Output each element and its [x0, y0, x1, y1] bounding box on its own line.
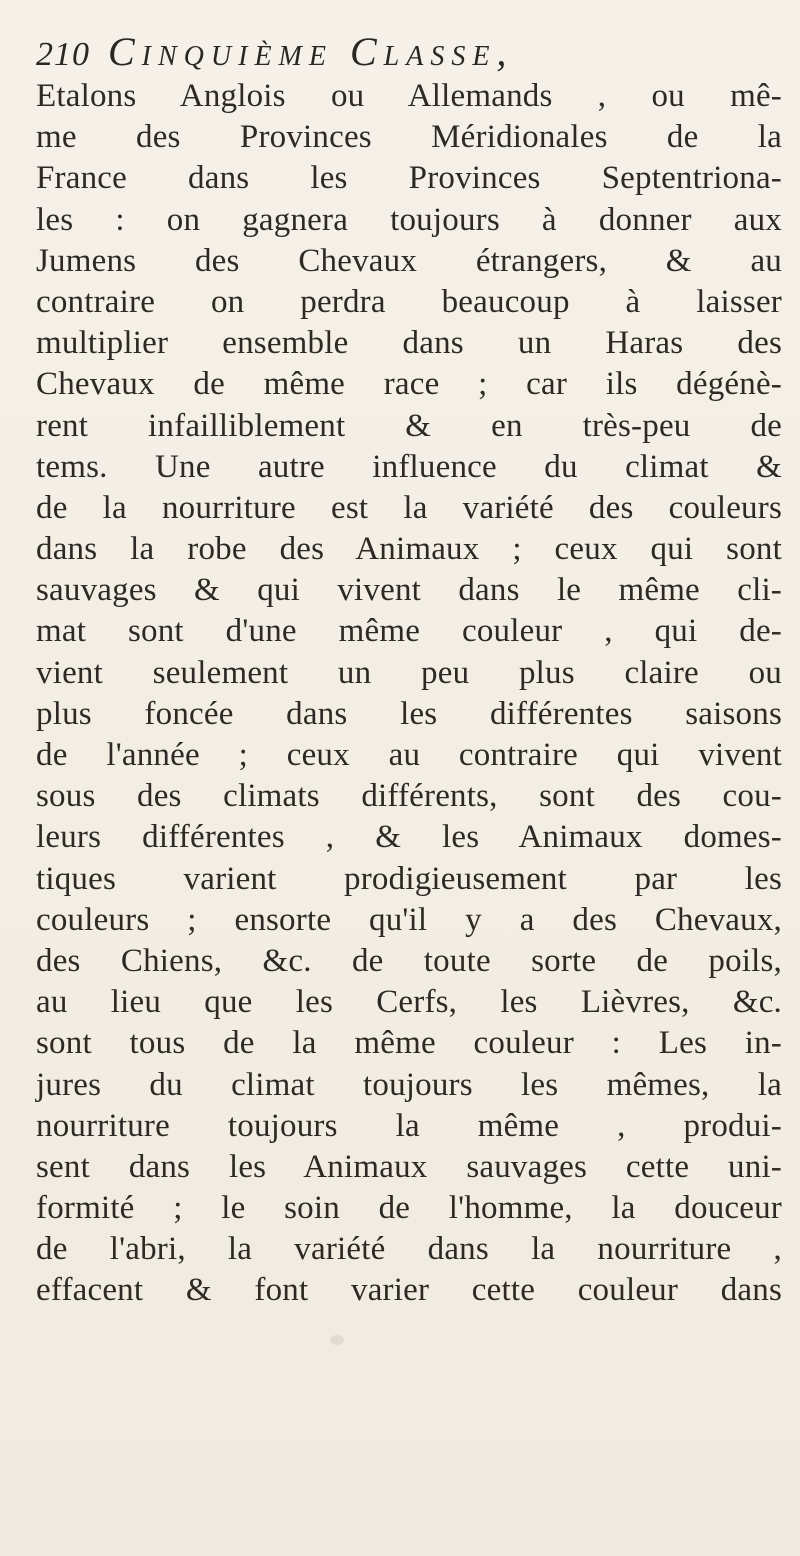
chapter-title: Cinquième Classe,	[108, 29, 514, 74]
text-line: Jumens des Chevaux étrangers, & au	[36, 242, 782, 279]
text-line: leurs différentes , & les Animaux domes-	[36, 819, 782, 856]
text-line: de l'année ; ceux au contraire qui vivent	[36, 737, 782, 773]
text-line: couleurs ; ensorte qu'il y a des Chevaux,	[36, 901, 782, 938]
text-line: au lieu que les Cerfs, les Lièvres, &c.	[36, 984, 782, 1021]
text-line: vient seulement un peu plus claire ou	[36, 654, 782, 691]
text-line: Etalons Anglois ou Allemands , ou mê-	[36, 78, 782, 114]
text-line: de la nourriture est la variété des couleurs	[36, 489, 782, 526]
text-line: sent dans les Animaux sauvages cette uni-	[36, 1148, 782, 1185]
text-line: des Chiens, &c. de toute sorte de poils,	[36, 942, 782, 979]
text-line: de l'abri, la variété dans la nourriture ,	[36, 1231, 782, 1268]
text-line: me des Provinces Méridionales de la	[36, 119, 782, 156]
text-line: les : on gagnera toujours à donner aux	[36, 201, 782, 238]
text-line: Chevaux de même race ; car ils dégénè-	[36, 366, 782, 403]
text-line: nourriture toujours la même , produi-	[36, 1107, 782, 1144]
text-line: jures du climat toujours les mêmes, la	[36, 1066, 782, 1103]
text-line: formité ; le soin de l'homme, la douceur	[36, 1190, 782, 1227]
text-line: sauvages & qui vivent dans le même cli-	[36, 572, 782, 609]
text-line: effacent & font varier cette couleur dans	[36, 1272, 782, 1309]
body-text	[36, 76, 782, 1312]
text-line: plus foncée dans les différentes saisons	[36, 695, 782, 732]
text-line: France dans les Provinces Septentriona-	[36, 160, 782, 197]
text-line: sont tous de la même couleur : Les in-	[36, 1025, 782, 1062]
text-line: tiques varient prodigieusement par les	[36, 860, 782, 897]
text-line: rent infailliblement & en très-peu de	[36, 407, 782, 444]
text-line: multiplier ensemble dans un Haras des	[36, 325, 782, 362]
text-line: sous des climats différents, sont des cou-	[36, 778, 782, 815]
paper-spot	[330, 1335, 344, 1345]
text-line: tems. Une autre influence du climat &	[36, 448, 782, 485]
page-number: 210	[36, 36, 90, 73]
text-line: dans la robe des Animaux ; ceux qui sont	[36, 531, 782, 568]
text-line: mat sont d'une même couleur , qui de-	[36, 613, 782, 650]
text-line: contraire on perdra beaucoup à laisser	[36, 283, 782, 320]
